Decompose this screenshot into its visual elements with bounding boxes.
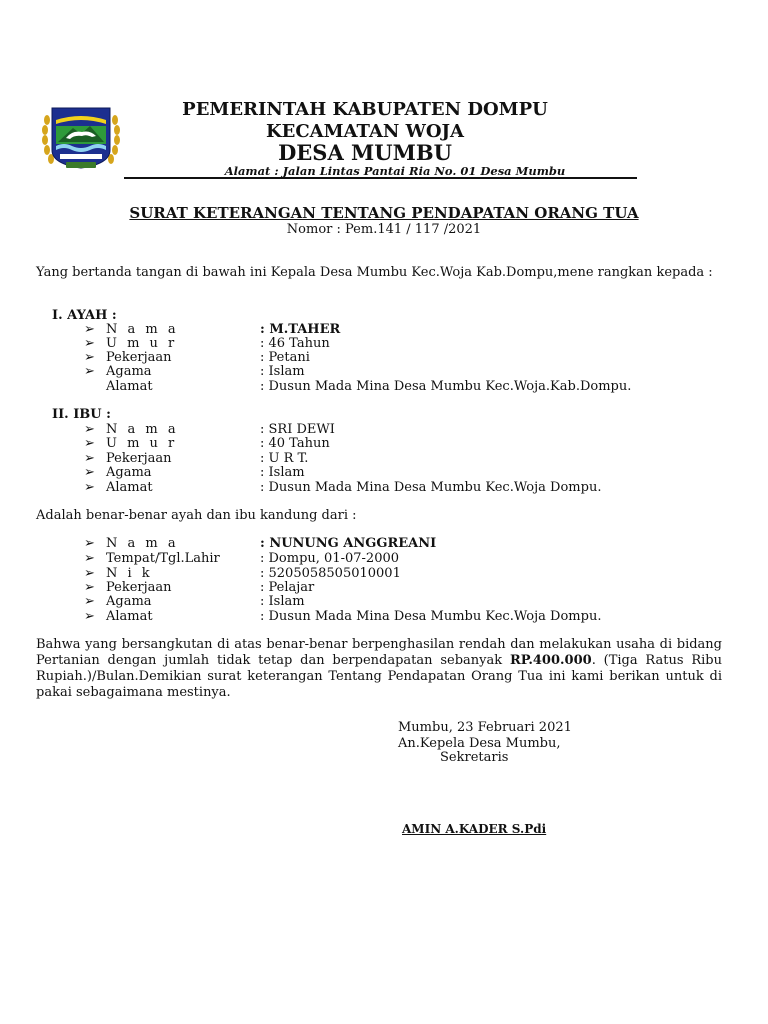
field-value: : Pelajar [260,580,315,595]
ibu-row-pekerjaan [84,451,764,466]
ibu-row-umur [84,436,764,451]
field-value: : NUNUNG ANGGREANI [260,536,437,551]
field-value: : U R T. [260,451,309,466]
field-label: Alamat [106,609,153,624]
arrow-bullet-icon: ➢ [84,551,95,566]
arrow-bullet-icon: ➢ [84,336,95,351]
child-row-alamat [84,609,764,624]
field-value: : 40 Tahun [260,436,330,451]
field-value: : 5205058505010001 [260,566,401,581]
child-row-nama [84,536,764,551]
closing-text-part1: Bahwa yang bersangkutan di atas benar-benar berpenghasilan rendah dan melakukan usaha di bidang Pertanian dengan jumlah tidak tetap dan berpendapatan sebanyak [36,637,722,668]
arrow-bullet-icon: ➢ [84,451,95,466]
field-label: Tempat/Tgl.Lahir [106,551,220,566]
document-number: Nomor : Pem.141 / 117 /2021 [286,222,482,237]
field-label: N a m a [106,536,179,551]
field-label: Agama [106,364,152,379]
ibu-row-alamat [84,480,764,495]
arrow-bullet-icon: ➢ [84,436,95,451]
header-district: KECAMATAN WOJA [265,121,465,142]
signature-place-date: Mumbu, 23 Februari 2021 [398,720,572,735]
field-label: N i k [106,566,153,581]
field-value: : 46 Tahun [260,336,330,351]
field-label: Agama [106,594,152,609]
arrow-bullet-icon: ➢ [84,422,95,437]
signature-position: Sekretaris [440,750,509,765]
arrow-bullet-icon: ➢ [84,465,95,480]
header-address: Alamat : Jalan Lintas Pantai Ria No. 01 Desa Mumbu [224,164,566,178]
section-ayah-heading: I. AYAH : [52,308,117,323]
field-label: U m u r [106,436,178,451]
document-title: SURAT KETERANGAN TENTANG PENDAPATAN ORANG TUA [129,204,639,222]
arrow-bullet-icon: ➢ [84,480,95,495]
ayah-row-pekerjaan [84,350,764,365]
closing-text-part2: . (Tiga Ratus Ribu Rupiah.)/Bulan.Demikian surat keterangan Tentang Pendapatan Orang Tua ini kami berikan untuk di pakai sebagaimana mestinya. [36,653,722,700]
closing-paragraph [36,637,722,701]
child-row-ttl [84,551,764,566]
field-value: : M.TAHER [260,322,341,337]
field-label: Alamat [106,480,153,495]
field-value: : Dusun Mada Mina Desa Mumbu Kec.Woja Dompu. [260,609,602,624]
arrow-bullet-icon: ➢ [84,566,95,581]
field-label: Pekerjaan [106,580,172,595]
field-value: : Dompu, 01-07-2000 [260,551,400,566]
signatory-name: AMIN A.KADER S.Pdi [402,822,547,836]
arrow-bullet-icon: ➢ [84,364,95,379]
arrow-bullet-icon: ➢ [84,536,95,551]
ayah-row-alamat [84,379,764,394]
arrow-bullet-icon: ➢ [84,350,95,365]
child-intro-text: Adalah benar-benar ayah dan ibu kandung dari : [36,508,357,523]
field-label: N a m a [106,422,179,437]
field-label: N a m a [106,322,179,337]
field-value: : Islam [260,465,305,480]
header-divider [124,177,637,179]
ayah-row-nama [84,322,764,337]
arrow-bullet-icon: ➢ [84,580,95,595]
field-label: Pekerjaan [106,350,172,365]
field-value: : Dusun Mada Mina Desa Mumbu Kec.Woja Dompu. [260,480,602,495]
arrow-bullet-icon: ➢ [84,322,95,337]
income-amount: RP.400.000 [509,653,592,668]
field-value: : SRI DEWI [260,422,335,437]
ibu-row-agama [84,465,764,480]
ayah-row-umur [84,336,764,351]
header-village: DESA MUMBU [278,140,452,165]
intro-paragraph: Yang bertanda tangan di bawah ini Kepala Desa Mumbu Kec.Woja Kab.Dompu,mene rangkan kepada : [36,265,713,280]
header-government: PEMERINTAH KABUPATEN DOMPU [182,99,548,120]
field-label: Agama [106,465,152,480]
field-label: Pekerjaan [106,451,172,466]
field-value: : Petani [260,350,310,365]
field-value: : Islam [260,594,305,609]
field-value: : Islam [260,364,305,379]
ayah-row-agama [84,364,764,379]
child-row-pekerjaan [84,580,764,595]
field-value: : Dusun Mada Mina Desa Mumbu Kec.Woja.Kab.Dompu. [260,379,632,394]
child-row-nik [84,566,764,581]
field-label: Alamat [106,379,153,394]
arrow-bullet-icon: ➢ [84,594,95,609]
arrow-bullet-icon: ➢ [84,609,95,624]
section-ibu-heading: II. IBU : [52,407,111,422]
signature-on-behalf: An.Kepela Desa Mumbu, [398,736,561,751]
ibu-row-nama [84,422,764,437]
dompu-regency-logo [38,104,124,172]
field-label: U m u r [106,336,178,351]
child-row-agama [84,594,764,609]
